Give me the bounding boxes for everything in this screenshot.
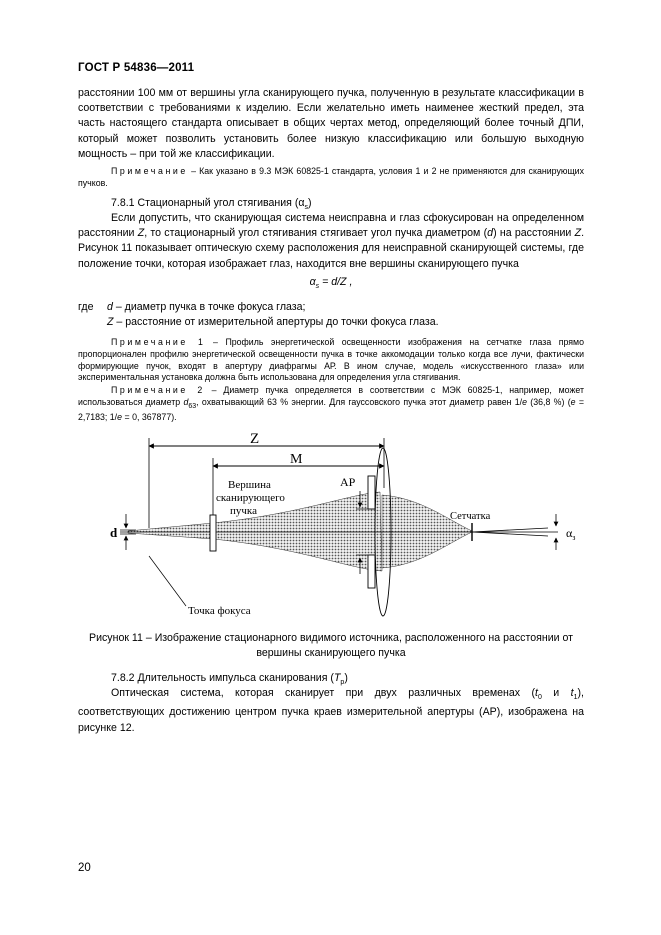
section-7-8-2-heading: 7.8.2 Длительность импульса сканирования $(T_p)$ [111, 672, 348, 687]
note-1: Примечание 1 – Профиль энергетической освещенности изображения на сетчатке глаза прямо пропорционален профилю энергетической освещенности пучка в точке аккомодации только когда все лучи, фактически формирующие пучок, входят в апертуру диафрагмы АР. В ином случае, модель «искусственного глаза» или экспериментальная установка должна быть использована для определения угла стягивания. [78, 337, 584, 383]
where-d-line: d – диаметр пучка в точке фокуса глаза; [107, 301, 306, 313]
aperture-bottom [368, 555, 375, 588]
beam-converging [382, 495, 472, 568]
section-7-8-1-heading: 7.8.1 Стационарный угол стягивания $(\alpha_s)$ [111, 197, 312, 212]
note-text: – Как указано в 9.3 МЭК 60825-1 стандарта, условия 1 и 2 не применяются для сканирующих пучков. [78, 166, 584, 188]
page-number: 20 [78, 862, 91, 874]
note-label: Примечание [111, 166, 188, 176]
note-intro [78, 166, 584, 190]
section-7-8-1-paragraph: Если допустить, что сканирующая система неисправна и глаз сфокусирован на определенном расстоянии Z, то стационарный угол стягивания стягивает угол пучка диаметром (d) на расстоянии Z. Рисунок 11 показывает оптическую схему расположения для неисправной сканирующей системы, где положение точки, которая изображает глаз, находится вне вершины сканирующего пучка [78, 212, 585, 270]
label-z: Z [250, 431, 260, 447]
caption-line-2: вершины сканирующего пучка [256, 646, 406, 659]
where-z-line: Z – расстояние от измерительной апертуры до точки фокуса глаза. [107, 316, 439, 328]
label-m: M [290, 452, 303, 467]
label-retina: Сетчатка [450, 511, 491, 522]
note-2: Примечание 2 – Диаметр пучка определяется в соответствии с МЭК 60825-1, например, может использоваться диаметр $d_{63}$, охватывающий 63 % энергии. Для гауссовского пучка этот диаметр равен 1/e (36,8 %) (e = 2,7183; 1/e = 0, 367877). [78, 385, 584, 423]
figure-11-diagram [100, 428, 590, 624]
vertex-marker [210, 515, 216, 551]
focus-leader [149, 556, 186, 606]
aperture-top [368, 476, 375, 509]
label-alpha: $\alpha_з$ [566, 526, 576, 542]
label-focus: Точка фокуса [188, 605, 251, 617]
label-ap: AP [340, 475, 356, 489]
label-vertex: Вершина сканирующего пучка [216, 479, 285, 517]
formula-alpha: $\alpha_s = d/Z$ , [309, 276, 353, 291]
figure-caption [78, 631, 584, 660]
caption-line-1: Рисунок 11 – Изображение стационарного видимого источника, расположенного на расстоянии от [89, 632, 573, 644]
where-word: где [78, 301, 94, 313]
intro-paragraph: расстоянии 100 мм от вершины угла сканирующего пучка, полученную в результате классификации в соответствии с требованиями к изделию. Если желательно иметь наименее жесткий предел, эта часть настоящего стандарта описывает в общих чертах метод, определяющий более точный ДПИ, который может позволить установить более низкую классификацию или большую выходную мощность – при той же классификации. [78, 87, 584, 160]
label-d: d [110, 525, 118, 540]
standard-header: ГОСТ Р 54836—2011 [78, 62, 195, 74]
section-7-8-2-paragraph: Оптическая система, которая сканирует при двух различных временах ($t_0$ и $t_1$), соответствующих достижению центром пучка краев измерительной апертуры (АР), изображена на рисунке 12. [78, 687, 584, 734]
